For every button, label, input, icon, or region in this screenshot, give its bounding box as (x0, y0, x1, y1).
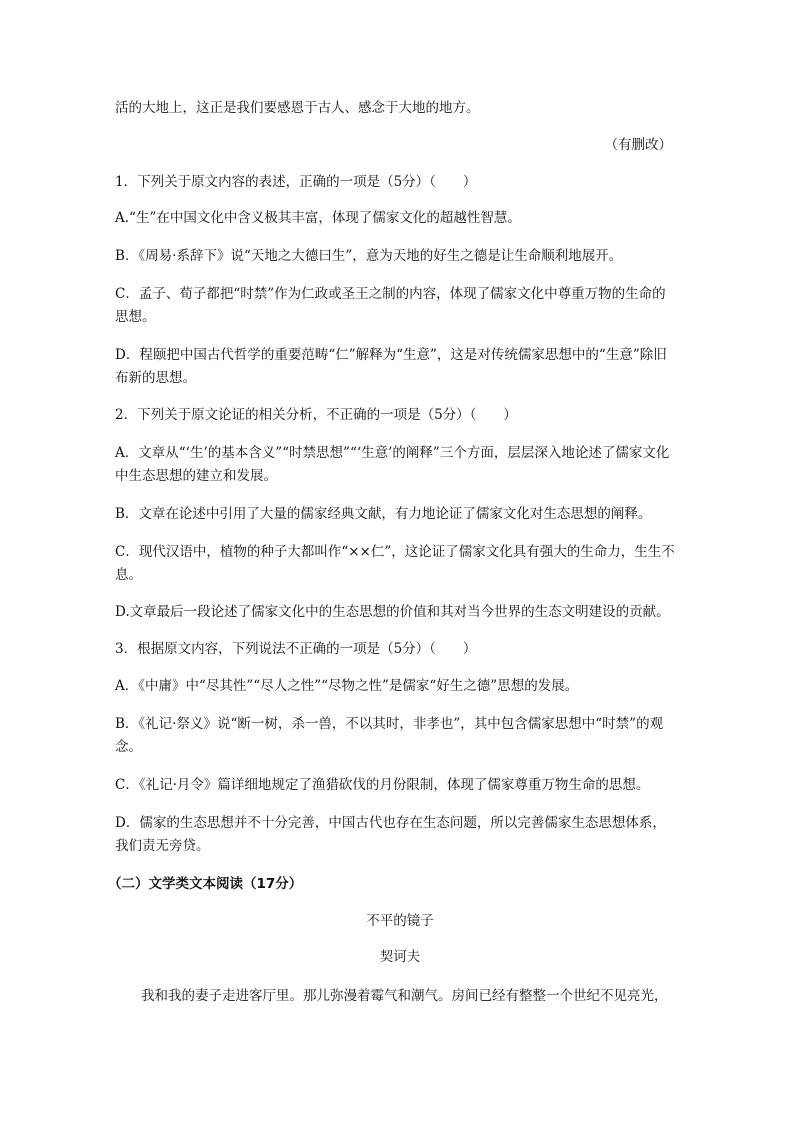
passage-line: 活的大地上，这正是我们要感恩于古人、感念于大地的地方。 (115, 100, 480, 116)
question-1-option-b: B．《周易·系辞下》说“天地之大德曰生”，意为天地的好生之德是让生命顺利地展开。 (115, 248, 623, 264)
question-3-option-d-line2: 我们责无旁贷。 (115, 838, 210, 854)
question-3-option-b-line2: 念。 (115, 739, 142, 755)
question-1-option-d-line1: D．程颐把中国古代哲学的重要范畴“仁”解释为“生意”，这是对传统儒家思想中的“生意”除旧 (115, 347, 667, 363)
story-paragraph-line: 我和我的妻子走进客厅里。那儿弥漫着霉气和潮气。房间已经有整整一个世纪不见亮光， (141, 988, 668, 1004)
question-1-option-c-line1: C．孟子、荀子都把“时禁”作为仁政或圣王之制的内容，体现了儒家文化中尊重万物的生命的 (115, 286, 666, 302)
question-3-option-c: C．《礼记·月令》篇详细地规定了渔猎砍伐的月份限制，体现了儒家尊重万物生命的思想。 (115, 777, 650, 793)
question-3-option-a: A．《中庸》中“尽其性”“尽人之性”“尽物之性”是儒家“好生之德”思想的发展。 (115, 678, 579, 694)
question-1-option-c-line2: 思想。 (115, 309, 156, 325)
story-title: 不平的镜子 (366, 913, 434, 929)
question-3-stem: 3．根据原文内容，下列说法不正确的一项是（5分）（ ） (115, 641, 477, 657)
question-2-stem: 2．下列关于原文论证的相关分析，不正确的一项是（5分）（ ） (115, 407, 517, 423)
story-author: 契诃夫 (379, 949, 421, 965)
question-3-option-b-line1: B．《礼记·祭义》说“断一树，杀一兽，不以其时，非孝也”，其中包含儒家思想中“时禁”的观 (115, 716, 664, 732)
question-1-option-a: A.“生”在中国文化中含义极其丰富，体现了儒家文化的超越性智慧。 (115, 210, 521, 226)
question-2-option-a-line1: A．文章从“‘生’的基本含义”“时禁思想”“‘生意’的阐释”三个方面，层层深入地论述了儒家文化 (115, 445, 670, 461)
question-2-option-c-line2: 息。 (115, 567, 142, 583)
question-3-option-d-line1: D．儒家的生态思想并不十分完善，中国古代也存在生态问题，所以完善儒家生态思想体系， (115, 815, 666, 831)
question-2-option-a-line2: 中生态思想的建立和发展。 (115, 468, 277, 484)
question-2-option-b: B．文章在论述中引用了大量的儒家经典文献，有力地论证了儒家文化对生态思想的阐释。 (115, 506, 652, 522)
question-2-option-d: D.文章最后一段论述了儒家文化中的生态思想的价值和其对当今世界的生态文明建设的贡献。 (115, 604, 670, 620)
question-2-option-c-line1: C．现代汉语中，植物的种子大都叫作“××仁”，这论证了儒家文化具有强大的生命力，生生不 (115, 544, 675, 560)
section-heading: （二）文学类文本阅读（17分） (108, 876, 303, 892)
question-1-option-d-line2: 布新的思想。 (115, 370, 196, 386)
source-note: （有删改） (604, 137, 672, 153)
question-1-stem: 1．下列关于原文内容的表述，正确的一项是（5分）（ ） (115, 174, 477, 190)
